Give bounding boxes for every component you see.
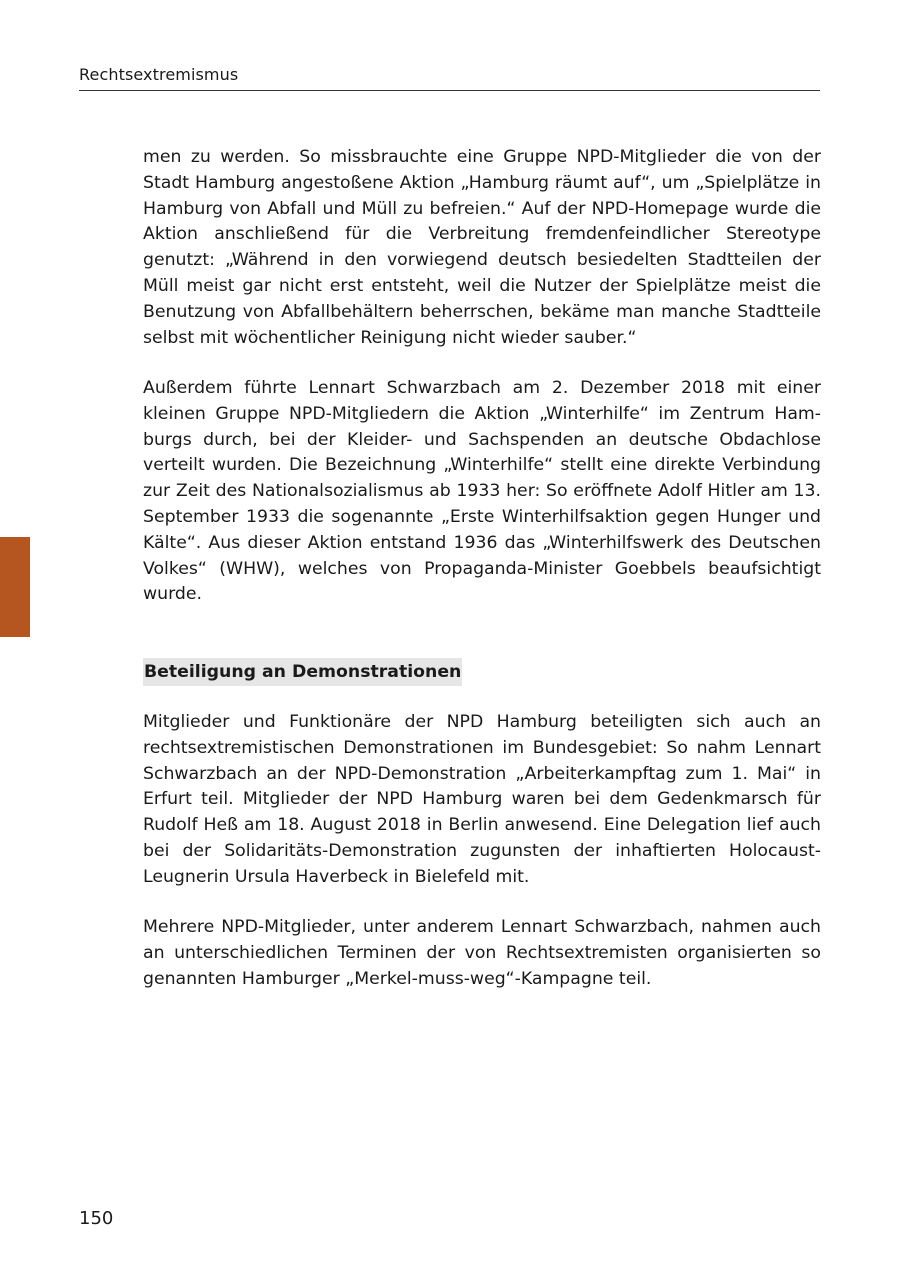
page-number: 150 (79, 1208, 114, 1229)
running-title: Rechtsextremismus (79, 65, 239, 84)
paragraph-3: Mitglieder und Funktionäre der NPD Hamburg beteiligten sich auch an rechtsextremistischen Demonstrationen im Bundesgebiet: So nahm Lennart Schwarzbach an der NPD-Demonstration „Arbeiterkampftag zum 1. Mai“ in Erfurt teil. Mitglieder der NPD Hamburg waren bei dem Gedenkmarsch für Rudolf Heß am 18. August 2018 in Berlin anwesend. Eine Delegation lief auch bei der Solidaritäts-Demonstration zugunsten der inhaftierten Holocaust-Leugnerin Ursula Haverbeck in Bielefeld mit. (143, 712, 821, 887)
paragraph-4: Mehrere NPD-Mitglieder, unter anderem Lennart Schwarzbach, nahmen auch an unterschiedlichen Terminen der von Rechtsextremisten organisierten so genannten Hamburger „Merkel-muss-weg“-Kampagne teil. (143, 917, 821, 989)
chapter-side-marker (0, 537, 30, 637)
paragraph-1: men zu werden. So missbrauchte eine Gruppe NPD-Mitglieder die von der Stadt Hamburg angestoßene Aktion „Hamburg räumt auf“, um „Spielplätze in Hamburg von Abfall und Müll zu befreien.“ Auf der NPD-Homepage wurde die Aktion anschließend für die Verbreitung fremdenfeindlicher Stereotype genutzt: „Während in den vorwiegend deutsch besiedelten Stadtteilen der Müll meist gar nicht erst entsteht, weil die Nutzer der Spielplätze meist die Benutzung von Abfallbehältern beherrschen, bekäme man manche Stadtteile selbst mit wöchentlicher Reinigung nicht wieder sauber.“ (143, 147, 821, 348)
running-header (79, 64, 820, 91)
paragraph-2: Außerdem führte Lennart Schwarzbach am 2. Dezember 2018 mit einer kleinen Gruppe NPD-Mitgliedern die Aktion „Winterhilfe“ im Zentrum Hamburgs durch, bei der Kleider- und Sachspenden an deutsche Obdachlose verteilt wurden. Die Bezeichnung „Winterhilfe“ stellt eine direkte Verbindung zur Zeit des Nationalsozialismus ab 1933 her: So eröffnete Adolf Hitler am 13. September 1933 die sogenannte „Erste Winterhilfsaktion gegen Hunger und Kälte“. Aus dieser Aktion entstand 1936 das „Winterhilfswerk des Deutschen Volkes“ (WHW), welches von Propaganda-Minister Goebbels beaufsichtigt wurde. (143, 378, 821, 605)
section-heading: Beteiligung an Demonstrationen (143, 658, 462, 686)
